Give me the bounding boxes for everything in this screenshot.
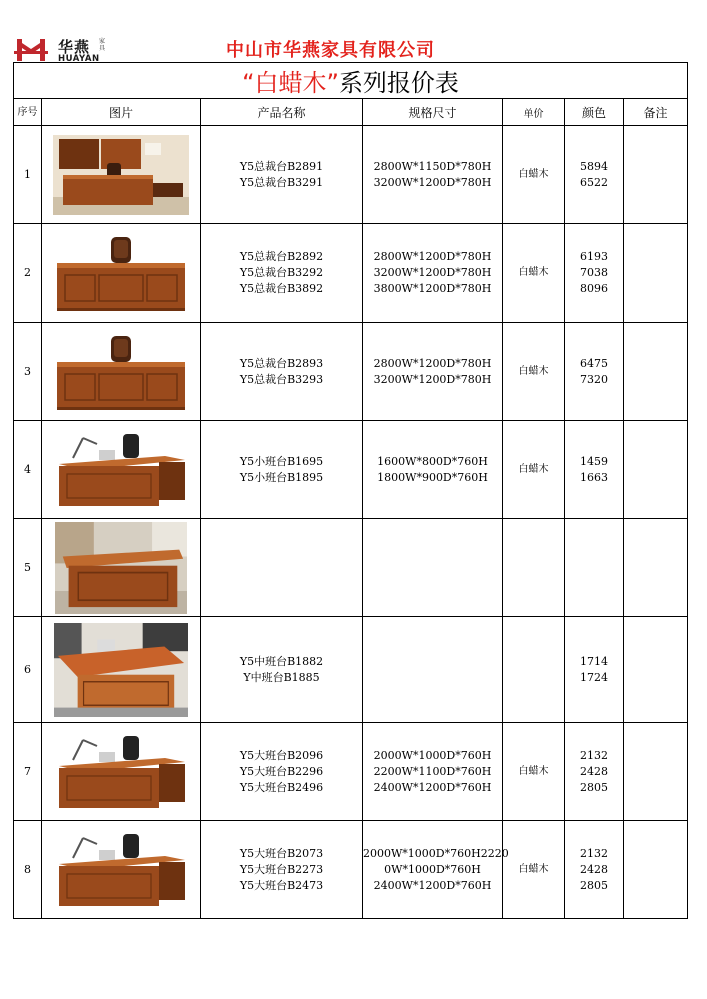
brand-name-cn: 华燕 bbox=[58, 38, 91, 56]
product-name bbox=[201, 421, 363, 519]
product-price bbox=[565, 519, 624, 617]
product-material: 白蜡木 bbox=[503, 126, 565, 224]
title-quote-open: “ bbox=[242, 69, 255, 97]
product-spec-line: 2800W*1200D*780H bbox=[373, 356, 492, 370]
product-name bbox=[201, 519, 363, 617]
product-price-line: 5894 bbox=[580, 159, 608, 173]
product-material: 白蜡木 bbox=[503, 421, 565, 519]
product-photo-cell bbox=[42, 723, 201, 821]
product-photo-cell bbox=[42, 224, 201, 323]
product-price-line: 7320 bbox=[580, 372, 608, 386]
product-spec-line: 2000W*1000D*760H bbox=[373, 748, 492, 762]
col-name-header: 产品名称 bbox=[201, 99, 363, 126]
product-spec bbox=[363, 421, 503, 519]
desk-in-showroom-icon bbox=[55, 522, 187, 614]
product-note bbox=[624, 224, 688, 323]
table-row bbox=[14, 323, 688, 421]
product-material: 白蜡木 bbox=[503, 723, 565, 821]
header-row bbox=[14, 99, 688, 126]
sheet-title bbox=[14, 63, 688, 99]
product-spec-line: 1600W*800D*760H bbox=[377, 454, 488, 468]
col-spec-header: 规格尺寸 bbox=[363, 99, 503, 126]
product-price bbox=[565, 723, 624, 821]
brand-name-en: HUAYAN bbox=[58, 54, 100, 64]
product-spec bbox=[363, 821, 509, 919]
col-num-header: 序号 bbox=[14, 99, 42, 126]
product-price bbox=[565, 617, 624, 723]
product-photo-cell bbox=[42, 323, 201, 421]
col-image-header: 图片 bbox=[42, 99, 201, 126]
table-row bbox=[14, 519, 688, 617]
product-name-line: Y5大班台B2496 bbox=[239, 780, 324, 794]
product-price-line: 6475 bbox=[580, 356, 608, 370]
product-spec-line: 2400W*1200D*760H bbox=[373, 878, 492, 892]
executive-office-room-icon bbox=[53, 135, 189, 215]
brand-tag: 家具 bbox=[98, 38, 105, 52]
product-note bbox=[624, 821, 688, 919]
product-price-line: 1459 bbox=[580, 454, 608, 468]
product-spec-line: 2400W*1200D*760H bbox=[373, 780, 492, 794]
product-name bbox=[201, 126, 363, 224]
product-spec bbox=[363, 519, 503, 617]
col-color-header: 颜色 bbox=[565, 99, 624, 126]
product-price-line: 2805 bbox=[580, 878, 608, 892]
product-spec-line: 2200W*1100D*760H bbox=[373, 764, 492, 778]
table-row bbox=[14, 421, 688, 519]
product-spec bbox=[363, 323, 503, 421]
row-number: 5 bbox=[14, 519, 42, 617]
product-name-line: Y5总裁台B2891 bbox=[239, 159, 324, 173]
product-spec-line: 3200W*1200D*780H bbox=[373, 266, 492, 279]
large-desk-with-lamp-icon bbox=[53, 830, 189, 910]
product-name-line: Y5大班台B2296 bbox=[239, 764, 324, 778]
product-spec-line: 3200W*1200D*780H bbox=[373, 175, 492, 189]
product-name-line: Y5大班台B2273 bbox=[239, 862, 324, 876]
product-price-line: 2132 bbox=[580, 748, 608, 762]
product-material: 白蜡木 bbox=[503, 323, 565, 421]
product-name-line: Y5小班台B1895 bbox=[239, 470, 324, 484]
product-price-line: 1714 bbox=[580, 654, 608, 668]
product-spec-line: 2000W*1000D*760H2220 bbox=[363, 846, 509, 860]
product-note bbox=[624, 723, 688, 821]
executive-desk-with-chair-icon bbox=[53, 332, 189, 412]
product-name-line: Y5大班台B2096 bbox=[239, 748, 324, 762]
product-note bbox=[624, 126, 688, 224]
table-row bbox=[14, 723, 688, 821]
product-price bbox=[565, 323, 624, 421]
product-spec-line: 2800W*1200D*780H bbox=[373, 250, 492, 263]
small-desk-with-lamp-icon bbox=[53, 430, 189, 510]
desk-with-laptop-icon bbox=[54, 623, 188, 717]
product-spec-line: 1800W*900D*760H bbox=[377, 470, 488, 484]
product-name bbox=[201, 723, 363, 821]
row-number: 6 bbox=[14, 617, 42, 723]
product-spec bbox=[363, 224, 503, 323]
product-price-line: 2428 bbox=[580, 764, 608, 778]
product-photo-cell bbox=[42, 821, 201, 919]
product-name bbox=[201, 617, 363, 723]
product-spec-line: 0W*1000D*760H bbox=[384, 862, 481, 876]
price-list-table bbox=[13, 62, 688, 919]
product-price bbox=[565, 224, 624, 323]
product-name-line: Y5总裁台B3293 bbox=[239, 372, 324, 386]
product-photo-cell bbox=[42, 126, 201, 224]
product-spec-line: 2800W*1150D*780H bbox=[373, 159, 492, 173]
product-price bbox=[565, 821, 624, 919]
product-price bbox=[565, 126, 624, 224]
product-name-line: Y5总裁台B3292 bbox=[239, 266, 324, 279]
product-price-line: 2805 bbox=[580, 780, 608, 794]
product-price-line: 1724 bbox=[580, 670, 608, 684]
col-note-header: 备注 bbox=[624, 99, 688, 126]
product-material: 白蜡木 bbox=[503, 224, 565, 323]
product-name-line: Y5大班台B2473 bbox=[239, 878, 324, 892]
large-desk-with-lamp-icon bbox=[53, 732, 189, 812]
product-name bbox=[201, 821, 363, 919]
table-row bbox=[14, 224, 688, 323]
row-number: 8 bbox=[14, 821, 42, 919]
product-material bbox=[503, 617, 565, 723]
product-name-line: Y中班台B1885 bbox=[243, 670, 320, 684]
table-row bbox=[14, 617, 688, 723]
row-number: 2 bbox=[14, 224, 42, 323]
product-note bbox=[624, 519, 688, 617]
product-price bbox=[565, 421, 624, 519]
product-price-line: 1663 bbox=[580, 470, 608, 484]
product-price-line: 8096 bbox=[580, 282, 608, 295]
product-spec bbox=[363, 723, 503, 821]
row-number: 7 bbox=[14, 723, 42, 821]
product-name-line: Y5总裁台B2892 bbox=[239, 250, 324, 263]
title-highlight: 白蜡木 bbox=[254, 69, 327, 97]
col-price-header: 单价 bbox=[503, 99, 565, 126]
product-photo-cell bbox=[42, 519, 201, 617]
product-note bbox=[624, 617, 688, 723]
product-name-line: Y5总裁台B3291 bbox=[239, 175, 324, 189]
row-number: 3 bbox=[14, 323, 42, 421]
product-photo-cell bbox=[42, 421, 201, 519]
product-spec bbox=[363, 617, 503, 723]
product-name-line: Y5小班台B1695 bbox=[239, 454, 324, 468]
executive-desk-with-chair-icon bbox=[53, 233, 189, 313]
table-row bbox=[14, 126, 688, 224]
title-rest: 系列报价表 bbox=[338, 69, 459, 97]
product-name-line: Y5中班台B1882 bbox=[239, 654, 324, 668]
product-price-line: 7038 bbox=[580, 266, 608, 279]
row-number: 1 bbox=[14, 126, 42, 224]
product-price-line: 6522 bbox=[580, 175, 608, 189]
product-photo-cell bbox=[42, 617, 201, 723]
product-price-line: 2132 bbox=[580, 846, 608, 860]
product-name-line: Y5大班台B2073 bbox=[239, 846, 324, 860]
product-spec bbox=[363, 126, 503, 224]
row-number: 4 bbox=[14, 421, 42, 519]
product-note bbox=[624, 323, 688, 421]
product-price-line: 2428 bbox=[580, 862, 608, 876]
title-row bbox=[14, 63, 688, 99]
table-row bbox=[14, 821, 688, 919]
title-quote-close: ” bbox=[326, 69, 339, 97]
company-name: 中山市华燕家具有限公司 bbox=[226, 40, 435, 61]
brand-logo bbox=[14, 37, 114, 65]
product-name bbox=[201, 224, 363, 323]
product-name-line: Y5总裁台B2893 bbox=[239, 356, 324, 370]
product-name bbox=[201, 323, 363, 421]
huayan-logo-icon bbox=[14, 37, 48, 63]
product-material bbox=[503, 519, 565, 617]
product-spec-line: 3200W*1200D*780H bbox=[373, 372, 492, 386]
product-name-line: Y5总裁台B3892 bbox=[239, 282, 324, 295]
product-material: 白蜡木 bbox=[503, 821, 565, 919]
product-spec-line: 3800W*1200D*780H bbox=[373, 282, 492, 295]
product-price-line: 6193 bbox=[580, 250, 608, 263]
product-note bbox=[624, 421, 688, 519]
